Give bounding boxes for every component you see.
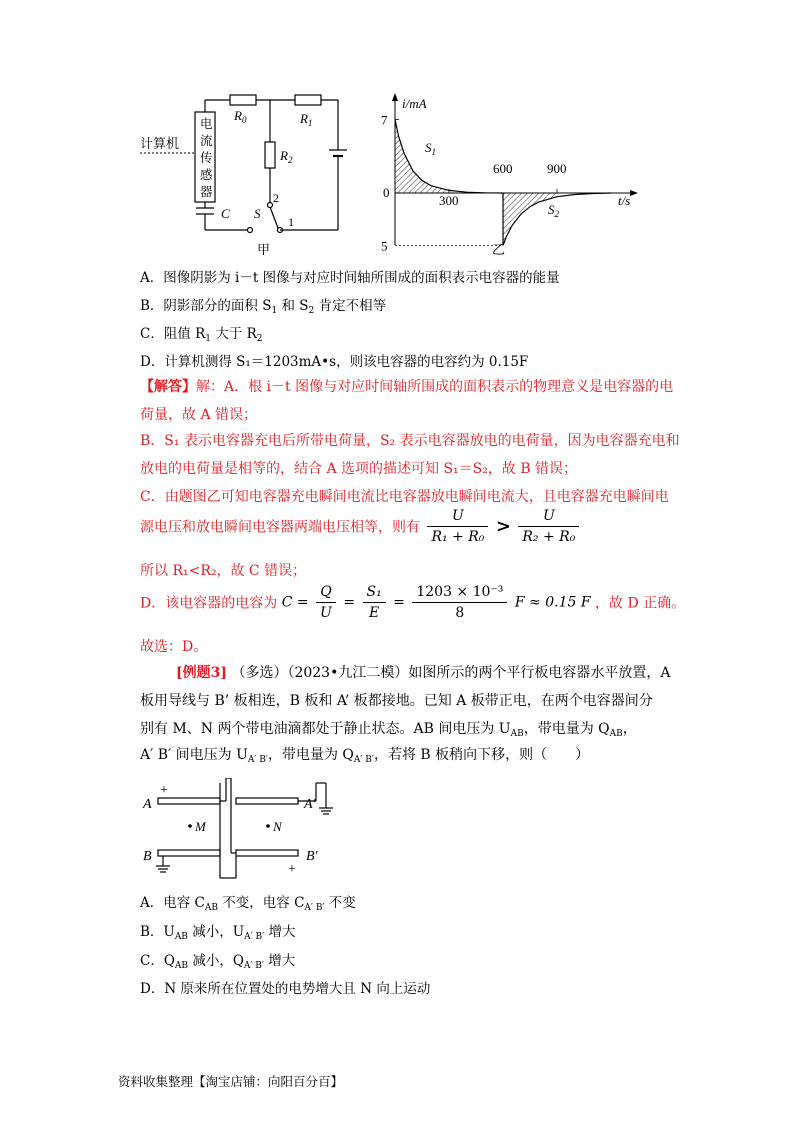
- switch-label: S: [254, 206, 261, 221]
- x-tick-label-900: 900: [547, 161, 567, 176]
- droplet-m: [188, 824, 192, 828]
- q3-b-mid: 减小，U: [187, 924, 245, 940]
- svg-text:R1: [299, 111, 312, 128]
- caption-jia: 甲: [257, 242, 271, 257]
- label-m: M: [195, 819, 206, 834]
- answer-line-1: [140, 376, 673, 396]
- example3-line-3-post: ，带电量为 Q: [523, 721, 610, 737]
- y-tick-label-5: 5: [381, 238, 388, 254]
- q3-c-post: 增大: [263, 953, 296, 969]
- i-t-chart: [370, 90, 660, 260]
- example3-line-4: [140, 744, 589, 765]
- q1-option-c-sub1: 1: [205, 334, 212, 344]
- q3-option-d: D．N 原来所在位置处的电势增大且 N 向上运动: [140, 981, 431, 997]
- q3-b-post: 增大: [264, 924, 296, 940]
- s1-sub: 1: [431, 147, 436, 157]
- example3-line-3-text: 别有 M、N 两个带电油滴都处于静止状态。AB 间电压为 U: [140, 721, 511, 737]
- q1-option-d: D．计算机测得 S₁＝1203mA•s，则该电容器的电容约为 0.15F: [140, 354, 529, 370]
- ineq-left-fraction: [427, 508, 488, 545]
- cap-den: 8: [455, 605, 465, 621]
- resistor-r1: [295, 95, 321, 105]
- r2-label: R: [280, 148, 288, 163]
- s2-sub: 2: [554, 209, 559, 219]
- y-axis-label: i/mA: [402, 96, 427, 111]
- s2-label: S: [548, 202, 555, 217]
- droplet-n: [266, 824, 270, 828]
- ineq-right-fraction: [518, 508, 579, 545]
- switch-pos-2: 2: [273, 191, 279, 205]
- s1-label: S: [425, 140, 432, 155]
- ineq-right-num: U: [518, 508, 579, 527]
- sensor-char-1: 电: [200, 117, 213, 131]
- q3-option-b: [140, 920, 295, 942]
- answer-line-1-text: 解：A．根 i－t 图像与对应时间轴所围成的面积表示的物理意义是电容器的电: [196, 379, 674, 395]
- cap-e: E: [368, 605, 380, 621]
- q3-a-post: 不变: [324, 895, 356, 911]
- q1-option-a: A．图像阴影为 i－t 图像与对应时间轴所围成的面积表示电容器的能量: [140, 270, 560, 286]
- example3-line-4-mid: ，带电量为 Q: [267, 747, 354, 763]
- x-axis-arrow: [630, 190, 638, 196]
- svg-text:R0: [233, 108, 247, 125]
- q1-option-c-mid: 大于 R: [211, 326, 257, 342]
- cap-s1: S₁: [363, 584, 386, 603]
- answer-line-2: 荷量，故 A 错误；: [140, 407, 258, 423]
- y-tick-label-7: 7: [381, 112, 388, 128]
- answer-line-4: 放电的电荷量是相等的，结合 A 选项的描述可知 S₁＝S₂，故 B 错误；: [140, 461, 578, 477]
- example3-line-4-sub: A′ B′: [247, 755, 268, 765]
- q1-option-b-mid: 和 S: [277, 298, 309, 314]
- caption-yi: 乙: [492, 242, 506, 257]
- x-tick-label-600: 600: [493, 161, 513, 176]
- shaded-area-s2: [503, 193, 557, 246]
- label-b-prime: B′: [306, 849, 318, 864]
- sensor-char-3: 传: [200, 151, 213, 165]
- r1-sub: 1: [307, 118, 313, 128]
- q3-a-sub1: AB: [204, 903, 218, 913]
- answer-line-8-post: ，故 D 正确。: [595, 595, 686, 612]
- example3-line-3-sub: AB: [510, 729, 524, 739]
- cap-eq2: =: [393, 594, 405, 611]
- cap-u: U: [320, 605, 332, 621]
- sensor-char-4: 感: [200, 168, 213, 182]
- label-a-prime: A′: [304, 797, 316, 812]
- example3-tag: [例题3]: [176, 665, 227, 681]
- x-tick-label-300: 300: [439, 193, 459, 208]
- q1-option-b: [140, 294, 386, 316]
- ineq-right-den: R₂ + R₀: [522, 529, 576, 545]
- circuit-diagram: [130, 90, 360, 260]
- q3-b-sub1: AB: [174, 932, 188, 942]
- computer-label: 计算机: [140, 136, 180, 151]
- plate-b-prime: [236, 850, 298, 856]
- sensor-char-5: 器: [200, 185, 213, 199]
- sensor-char-2: 流: [200, 134, 213, 148]
- resistor-r0: [230, 95, 256, 105]
- plate-a-prime: [236, 798, 298, 804]
- svg-text:S2: [548, 202, 560, 219]
- page-footer: 资料收集整理【淘宝店铺：向阳百分百】: [118, 1074, 344, 1089]
- resistor-r2: [265, 142, 275, 168]
- cap-tail: F ≈ 0.15 F: [514, 594, 591, 611]
- origin-label: 0: [383, 185, 390, 200]
- parallel-plate-diagram: [138, 778, 358, 883]
- capacitor-label: C: [221, 206, 230, 221]
- q1-option-b-post: 肯定不相等: [314, 298, 387, 314]
- answer-line-8: [140, 584, 685, 621]
- plus-a: +: [160, 783, 168, 798]
- plate-b: [158, 850, 220, 856]
- q1-option-b-sub2: 2: [308, 306, 315, 316]
- cap-frac-q-u: [316, 584, 336, 621]
- x-axis-label: t/s: [618, 193, 631, 208]
- answer-tag: 【解答】: [140, 379, 196, 395]
- q1-option-c-pre: C．阻值 R: [140, 326, 206, 342]
- q3-a-mid: 不变，电容 C: [218, 895, 305, 911]
- q1-option-b-pre: B．阴影部分的面积 S: [140, 298, 272, 314]
- answer-line-9: 故选：D。: [140, 639, 208, 655]
- q3-c-sub2: A′ B′: [243, 961, 264, 971]
- svg-text:S1: [425, 140, 436, 157]
- plate-a: [158, 798, 220, 804]
- r0-label: R: [234, 108, 242, 123]
- example3-line-3: [140, 718, 637, 739]
- y-axis-arrow: [392, 93, 398, 101]
- cap-frac-num: [412, 584, 507, 621]
- q3-b-pre: B．U: [140, 924, 175, 940]
- cap-eq1: =: [343, 594, 356, 611]
- cap-q: Q: [316, 584, 336, 603]
- example3-line-4-end: ，若将 B 板稍向下移，则（ ）: [373, 747, 590, 763]
- plus-b-prime: +: [288, 862, 296, 877]
- q1-option-c: [140, 322, 263, 344]
- q3-option-c: [140, 949, 295, 971]
- q3-c-sub1: AB: [174, 961, 189, 971]
- label-n: N: [273, 819, 282, 834]
- shaded-area-s1: [395, 120, 449, 194]
- q1-option-b-sub1: 1: [271, 306, 278, 316]
- example3-line-2: 板用导线与 B’ 板相连，B 板和 A’ 板都接地。已知 A 板带正电，在两个电容器间分: [140, 693, 653, 709]
- answer-line-3: B．S₁ 表示电容器充电后所带电荷量，S₂ 表示电容器放电的电荷量，因为电容器充电和: [140, 433, 680, 449]
- example3-line-4-sub2: A′ B′: [353, 755, 374, 765]
- example3-line-3-sub2: AB: [609, 729, 623, 739]
- answer-line-8-pre: D．该电容器的电容为: [140, 595, 278, 612]
- q3-a-sub2: A′ B′: [304, 903, 325, 913]
- ineq-sign: >: [495, 516, 511, 537]
- ineq-left-den: R₁ + R₀: [431, 529, 485, 545]
- r0-sub: 0: [241, 115, 247, 125]
- r1-label: R: [300, 111, 308, 126]
- svg-text:R2: [279, 148, 293, 165]
- q3-option-a: [140, 891, 356, 913]
- answer-line-6: [140, 508, 582, 545]
- label-b: B: [143, 849, 152, 864]
- answer-line-7: 所以 R₁<R₂，故 C 错误；: [140, 563, 307, 579]
- q3-c-pre: C．Q: [140, 953, 175, 969]
- answer-line-6-text: 源电压和放电瞬间电容器两端电压相等，则有: [140, 519, 420, 536]
- example3-line-1: [176, 662, 670, 682]
- label-a: A: [143, 797, 152, 812]
- r2-sub: 2: [287, 155, 293, 165]
- q1-option-c-sub2: 2: [256, 334, 263, 344]
- q3-c-mid: 减小，Q: [188, 953, 244, 969]
- answer-line-5: C．由题图乙可知电容器充电瞬间电流比电容器放电瞬间电流大，且电容器充电瞬间电: [140, 489, 669, 505]
- switch-pos-1: 1: [288, 215, 294, 229]
- q3-a-pre: A．电容 C: [140, 895, 205, 911]
- cap-c: C =: [281, 594, 309, 611]
- cap-num: 1203 × 10⁻³: [412, 584, 507, 603]
- example3-line-1-text: （多选）（2023•九江二模）如图所示的两个平行板电容器水平放置，A: [231, 665, 671, 681]
- q3-b-sub2: A′ B′: [244, 932, 265, 942]
- cap-frac-s1-e: [363, 584, 386, 621]
- ineq-left-num: U: [427, 508, 488, 527]
- example3-line-3-end: ，: [622, 721, 637, 737]
- example3-line-4-pre: A′ B′ 间电压为 U: [140, 747, 248, 763]
